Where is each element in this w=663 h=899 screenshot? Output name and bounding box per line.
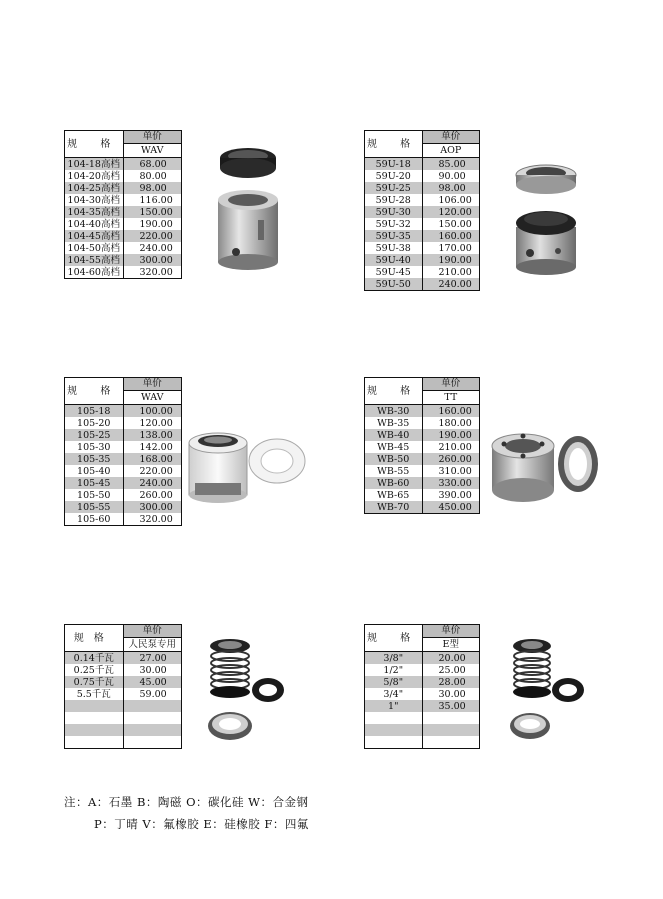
price-cell: 260.00 [139,489,173,501]
spec-cell: 104-55高档 [65,254,123,266]
table-row [65,194,181,206]
seal-59u-photo [510,155,582,277]
table-row [365,254,479,266]
price-cell: 20.00 [422,652,479,665]
table-row [365,688,479,700]
table-row [365,266,479,278]
table-header-row [65,378,181,405]
price-header: 单价 [124,625,182,638]
price-cell: 240.00 [139,242,173,254]
table-row [365,405,479,418]
table-row [65,254,181,266]
price-cell: 220.00 [123,230,181,242]
spec-price-table [365,625,479,748]
price-cell: 300.00 [123,501,181,513]
spec-cell: WB-70 [365,501,422,513]
seal-wb-photo [490,430,602,508]
spec-cell: 105-50 [65,489,123,501]
spec-cell: WB-30 [365,405,422,418]
spec-cell: 59U-30 [365,206,422,218]
table-row [365,417,479,429]
table-row [65,477,181,489]
price-cell: 138.00 [123,429,181,441]
series-header: E型 [442,639,459,650]
table-header-row [365,625,479,652]
spec-cell: 0.14千瓦 [65,652,123,665]
spec-cell: 104-40高档 [65,218,123,230]
spec-cell: 105-30 [65,441,123,453]
price-cell: 35.00 [422,700,479,712]
table-row [65,158,181,171]
price-cell: 100.00 [123,405,181,418]
spec-cell [365,736,422,748]
price-header-cell [123,131,181,158]
table-row [65,170,181,182]
table-row [65,712,181,724]
price-cell: 300.00 [123,254,181,266]
price-header-cell [422,625,479,652]
price-cell: 45.00 [123,676,181,688]
spec-header: 规 格 [365,625,422,652]
spec-cell: 59U-32 [365,218,422,230]
table-row [365,453,479,465]
spec-price-table [65,378,181,525]
price-header: 单价 [124,378,182,391]
price-cell: 25.00 [438,664,466,676]
spec-cell: 104-50高档 [65,242,123,254]
spec-cell: 104-30高档 [65,194,123,206]
table-row [65,218,181,230]
table-row [365,489,479,501]
table-row [365,501,479,513]
spec-cell: 105-55 [65,501,123,513]
table-header-row [365,378,479,405]
spec-price-table [365,378,479,513]
table-row [65,688,181,700]
spec-cell: 59U-35 [365,230,422,242]
table-row [65,441,181,453]
spec-price-table [65,625,181,748]
price-cell [422,736,479,748]
spec-price-table [65,131,181,278]
table-row [365,158,479,171]
table-row [365,736,479,748]
price-cell: 330.00 [422,477,479,489]
price-header-cell [123,625,181,652]
spec-cell: 5.5千瓦 [65,688,123,700]
price-cell: 59.00 [139,688,167,700]
spec-cell: 59U-40 [365,254,422,266]
price-cell: 190.00 [139,218,173,230]
table-row [365,230,479,242]
spec-cell [65,712,123,724]
price-cell: 120.00 [422,206,479,218]
price-cell: 190.00 [422,429,479,441]
spec-header: 规 格 [65,131,123,158]
price-cell: 390.00 [438,489,472,501]
table-row [365,278,479,290]
table-row [65,266,181,278]
spec-cell: 105-60 [65,513,123,525]
spec-header: 规 格 [65,378,123,405]
table-row [365,676,479,688]
spec-cell: WB-65 [365,489,422,501]
spec-cell: 105-25 [65,429,123,441]
table-row [65,465,181,477]
spec-cell: 59U-20 [365,170,422,182]
table-row [65,242,181,254]
table-header-row [365,131,479,158]
spec-cell: 105-20 [65,417,123,429]
table-row [365,724,479,736]
table-row [365,206,479,218]
table-row [365,712,479,724]
spec-cell [365,724,422,736]
table-row [65,429,181,441]
seal-105-photo [185,425,309,507]
spec-cell: 104-35高档 [65,206,123,218]
price-cell: 320.00 [139,513,173,525]
series-header: WAV [140,392,164,403]
price-cell: 310.00 [438,465,472,477]
table-row [65,182,181,194]
spec-cell: 59U-38 [365,242,422,254]
spec-cell: 1" [365,700,422,712]
price-header: 单价 [124,131,182,144]
spec-cell: WB-45 [365,441,422,453]
spec-cell: 3/8" [365,652,422,665]
price-cell: 160.00 [422,405,479,418]
price-cell: 142.00 [139,441,173,453]
price-cell: 28.00 [422,676,479,688]
spec-cell: 59U-50 [365,278,422,290]
table-row [65,513,181,525]
table-row [365,218,479,230]
price-header-cell [123,378,181,405]
price-cell: 98.00 [422,182,479,194]
price-cell: 150.00 [123,206,181,218]
price-cell: 320.00 [139,266,173,278]
table-row [65,206,181,218]
spec-cell: 105-45 [65,477,123,489]
spec-cell: 105-40 [65,465,123,477]
price-cell: 90.00 [438,170,466,182]
table-row [65,652,181,665]
price-cell: 240.00 [123,477,181,489]
table-header-row [65,625,181,652]
price-cell: 240.00 [422,278,479,290]
spec-header: 规 格 [365,131,422,158]
price-table-104 [64,130,182,279]
price-cell: 210.00 [438,441,472,453]
table-row [65,405,181,418]
price-header: 单价 [423,131,480,144]
spec-price-table [365,131,479,290]
table-row [365,477,479,489]
table-row [65,664,181,676]
series-header: AOP [440,145,462,156]
spec-cell: WB-50 [365,453,422,465]
table-row [65,501,181,513]
table-row [365,652,479,665]
price-table-59u [364,130,480,291]
price-cell: 210.00 [438,266,472,278]
price-cell: 68.00 [123,158,181,171]
table-row [365,242,479,254]
price-cell: 98.00 [123,182,181,194]
table-row [65,724,181,736]
spec-cell [365,712,422,724]
price-cell [123,712,181,724]
spec-cell: 59U-45 [365,266,422,278]
table-row [65,453,181,465]
table-row [65,676,181,688]
spec-header: 规 格 [365,378,422,405]
price-cell: 168.00 [123,453,181,465]
price-cell [422,724,479,736]
table-row [65,700,181,712]
price-cell: 160.00 [422,230,479,242]
spec-cell: 1/2" [365,664,422,676]
price-cell: 85.00 [422,158,479,171]
spec-cell: 104-25高档 [65,182,123,194]
price-cell: 180.00 [438,417,472,429]
spec-cell: WB-55 [365,465,422,477]
table-row [65,230,181,242]
series-header: 人民泵专用 [128,639,176,650]
price-table-105 [64,377,182,526]
spec-cell: WB-60 [365,477,422,489]
spec-cell: 0.75千瓦 [65,676,123,688]
price-header: 单价 [423,378,480,391]
series-header: WAV [140,145,164,156]
spec-cell: 0.25千瓦 [65,664,123,676]
table-row [365,182,479,194]
spec-cell: 104-60高档 [65,266,123,278]
spec-cell: 105-35 [65,453,123,465]
spec-cell: WB-40 [365,429,422,441]
table-row [365,170,479,182]
seal-104-photo [208,140,288,272]
price-cell [123,700,181,712]
price-cell: 80.00 [139,170,167,182]
spec-header: 规格 [65,625,123,652]
price-cell: 120.00 [139,417,173,429]
spec-cell: 105-18 [65,405,123,418]
price-cell: 450.00 [422,501,479,513]
series-header: TT [444,392,458,403]
spec-cell [65,724,123,736]
price-table-e-type [364,624,480,749]
table-row [365,429,479,441]
table-row [65,489,181,501]
table-row [65,736,181,748]
price-header-cell [422,131,479,158]
price-cell [123,736,181,748]
price-table-renmin-pump [64,624,182,749]
seal-renmin-pump-photo [200,636,290,748]
spec-cell: 59U-18 [365,158,422,171]
price-cell: 116.00 [139,194,173,206]
price-table-wb [364,377,480,514]
table-row [365,465,479,477]
spec-cell: WB-35 [365,417,422,429]
price-cell: 260.00 [422,453,479,465]
table-header-row [65,131,181,158]
spec-cell: 59U-25 [365,182,422,194]
price-cell [123,724,181,736]
spec-cell: 104-45高档 [65,230,123,242]
table-row [65,417,181,429]
price-cell: 30.00 [139,664,167,676]
price-cell: 170.00 [438,242,472,254]
table-row [365,194,479,206]
table-row [365,664,479,676]
price-cell: 30.00 [438,688,466,700]
price-cell [422,712,479,724]
spec-cell: 104-18高档 [65,158,123,171]
price-cell: 106.00 [438,194,472,206]
table-row [365,441,479,453]
price-cell: 27.00 [123,652,181,665]
spec-cell: 5/8" [365,676,422,688]
material-note-line-2: P：丁晴 V：氟橡胶 E：硅橡胶 F：四氟 [94,817,309,831]
price-cell: 150.00 [438,218,472,230]
spec-cell [65,736,123,748]
spec-cell [65,700,123,712]
price-cell: 190.00 [422,254,479,266]
price-cell: 220.00 [139,465,173,477]
price-header-cell [422,378,479,405]
spec-cell: 59U-28 [365,194,422,206]
seal-e-type-photo [504,636,594,748]
table-row [365,700,479,712]
spec-cell: 3/4" [365,688,422,700]
price-header: 单价 [423,625,480,638]
spec-cell: 104-20高档 [65,170,123,182]
material-note-line-1: 注：A：石墨 B：陶磁 O：碳化硅 W：合金钢 [64,795,309,809]
